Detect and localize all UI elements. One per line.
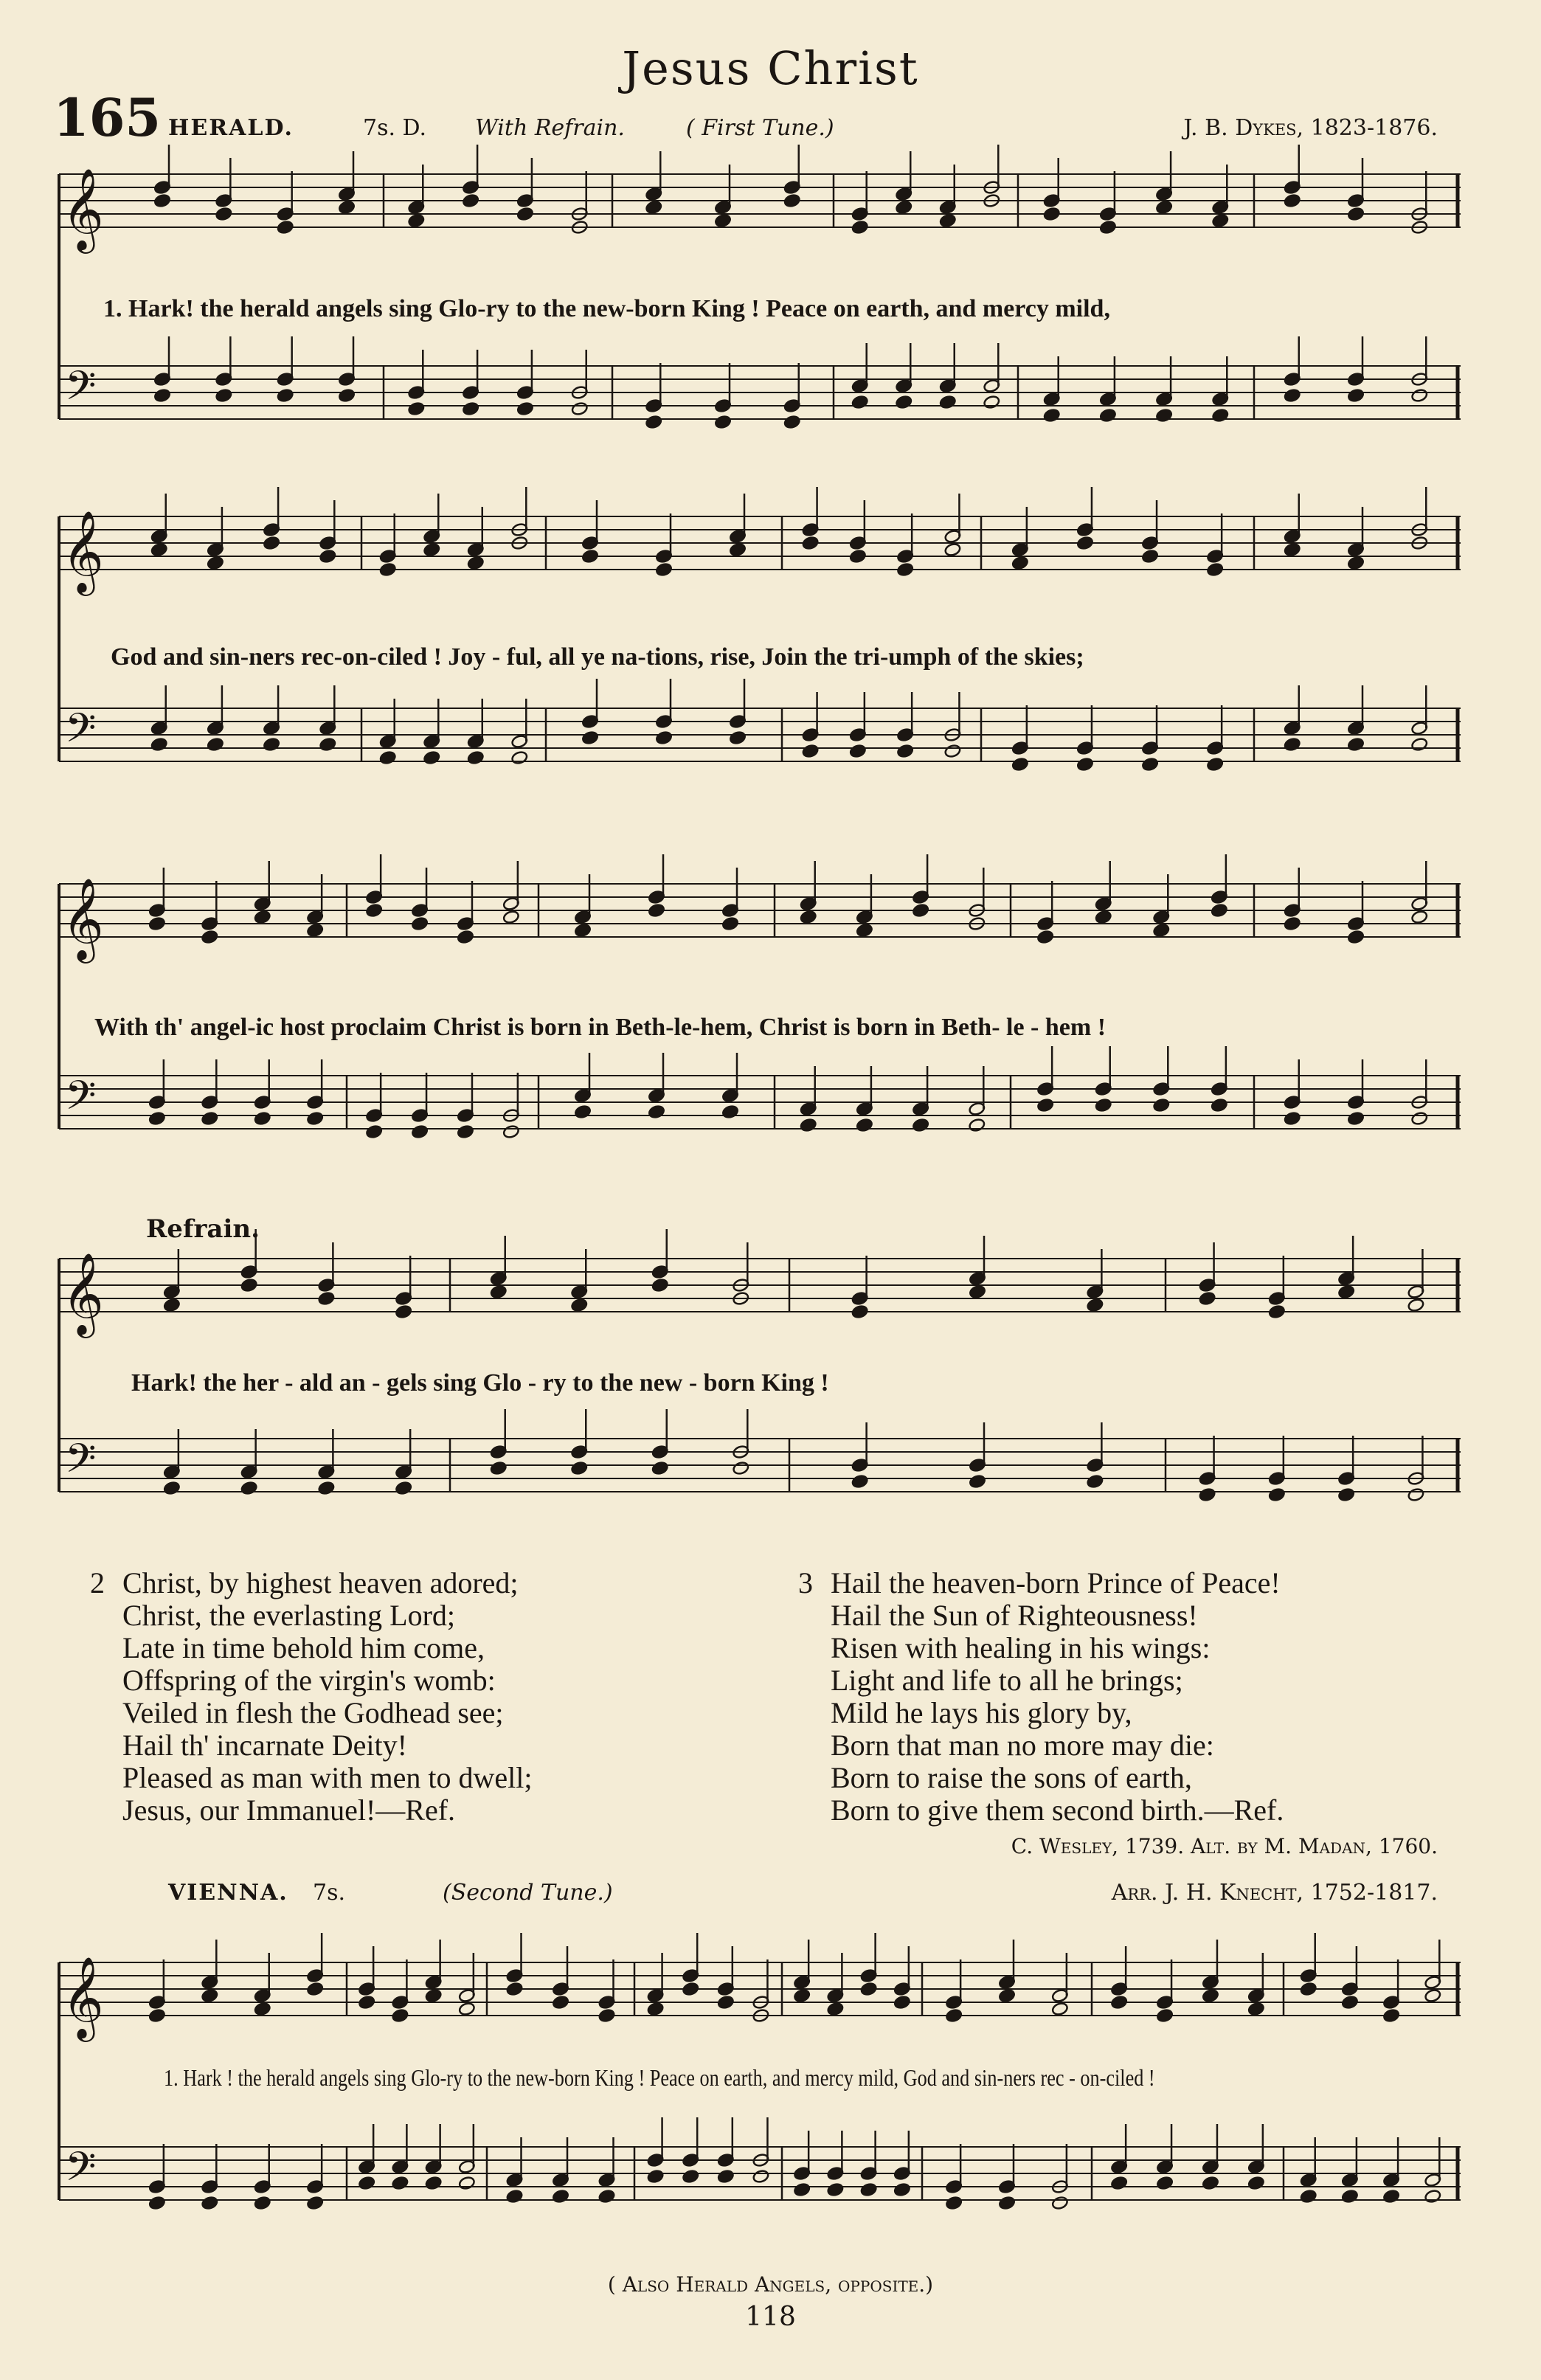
note-head [983, 395, 1000, 409]
note-head [148, 2008, 166, 2023]
note-head [1347, 207, 1365, 221]
note-head [1036, 930, 1054, 944]
note-head [1284, 542, 1301, 557]
note-head [306, 1982, 324, 1996]
note-head [240, 1278, 258, 1293]
note-head [1382, 2189, 1400, 2204]
note-head [1410, 388, 1428, 403]
note-head [1347, 556, 1365, 570]
note-head [647, 2169, 665, 2184]
verse-line: Offspring of the virgin's womb: [122, 1664, 496, 1697]
note-head [392, 2176, 409, 2190]
note-head [860, 2182, 878, 2197]
note-head [150, 542, 168, 557]
note-head [1410, 910, 1428, 924]
note-head [1284, 193, 1301, 208]
note-head [783, 193, 801, 208]
note-head [1152, 1098, 1170, 1113]
note-head [407, 401, 425, 416]
note-head [457, 1124, 474, 1139]
note-head [163, 1298, 181, 1312]
note-head [338, 200, 356, 215]
note-head [849, 744, 867, 758]
note-head [827, 2002, 845, 2016]
note-head [365, 1124, 383, 1139]
verse-line: Veiled in flesh the Godhead see; [122, 1696, 504, 1729]
verse-line: Born to give them second birth.—Ref. [831, 1793, 1284, 1827]
treble-clef: 𝄞 [62, 510, 104, 592]
verse-number: 2 [90, 1566, 105, 1599]
treble-clef: 𝄞 [62, 1956, 104, 2038]
note-head [1051, 2196, 1069, 2210]
note-head [358, 1995, 375, 2010]
note-head [306, 2196, 324, 2210]
note-head [490, 1461, 508, 1476]
note-head [423, 750, 440, 765]
note-head [1347, 1111, 1365, 1126]
note-head [1247, 2002, 1265, 2016]
note-head [1141, 549, 1159, 564]
note-head [783, 415, 801, 429]
note-head [148, 916, 166, 931]
note-head [425, 1988, 443, 2003]
note-head [1382, 2008, 1400, 2023]
first-tune-label: ( First Tune.) [686, 115, 834, 141]
note-head [462, 193, 479, 208]
note-head [998, 2196, 1016, 2210]
verse-3 [798, 1566, 1284, 1827]
note-head [895, 395, 913, 409]
note-head [721, 1104, 739, 1119]
note-head [407, 213, 425, 228]
note-head [1424, 2189, 1441, 2204]
note-head [827, 2182, 845, 2197]
note-head [153, 193, 171, 208]
note-head [425, 2176, 443, 2190]
note-head [717, 2169, 735, 2184]
meter: 7s. D. [363, 115, 427, 141]
verse-line: Hail the Sun of Righteousness! [831, 1599, 1198, 1632]
note-head [1155, 200, 1173, 215]
note-head [969, 1474, 986, 1489]
note-head [598, 2189, 616, 2204]
note-head [1011, 757, 1029, 772]
note-head [201, 1111, 218, 1126]
note-head [968, 1118, 986, 1132]
note-head [1247, 2176, 1265, 2190]
note-head [1284, 916, 1301, 931]
note-head [793, 1988, 811, 2003]
note-head [254, 2002, 271, 2016]
arranger: Arr. J. H. Knecht, 1752-1817. [1111, 1880, 1438, 1906]
note-head [423, 542, 440, 557]
lyrics-line-4: Hark! the her - ald an - gels sing Glo - ry to the new - born King ! [131, 1369, 829, 1397]
note-head [1155, 408, 1173, 423]
note-head [552, 1995, 569, 2010]
note-head [254, 910, 271, 924]
note-head [581, 730, 599, 745]
note-head [516, 207, 534, 221]
page-number: 118 [745, 2302, 796, 2332]
note-head [1036, 1098, 1054, 1113]
bass-clef: 𝄢 [65, 705, 97, 761]
note-head [1051, 2002, 1069, 2016]
note-head [318, 1291, 336, 1306]
note-head [939, 213, 957, 228]
second-tune-label: (Second Tune.) [443, 1880, 613, 1906]
note-head [1095, 910, 1112, 924]
note-head [1211, 903, 1228, 918]
note-head [1087, 1298, 1104, 1312]
note-head [201, 2196, 218, 2210]
note-head [490, 1284, 508, 1299]
note-head [215, 388, 233, 403]
note-head [338, 388, 356, 403]
note-head [358, 2176, 375, 2190]
note-head [598, 2008, 616, 2023]
note-head [1284, 737, 1301, 752]
note-head [319, 737, 336, 752]
note-head [392, 2008, 409, 2023]
note-head [150, 737, 168, 752]
verse-line: Christ, the everlasting Lord; [122, 1599, 456, 1632]
note-head [717, 1995, 735, 2010]
note-head [365, 903, 383, 918]
refrain-note: With Refrain. [475, 115, 625, 141]
verse-line: Christ, by highest heaven adored; [122, 1566, 519, 1599]
note-head [571, 401, 589, 416]
note-head [254, 2196, 271, 2210]
note-head [721, 916, 739, 931]
note-head [467, 556, 485, 570]
note-head [802, 744, 820, 758]
note-head [1076, 536, 1094, 550]
verse-line: Hail th' incarnate Deity! [122, 1729, 407, 1762]
note-head [1341, 2189, 1359, 2204]
note-head [319, 549, 336, 564]
bass-clef: 𝄢 [65, 1072, 97, 1129]
note-head [379, 562, 397, 577]
note-head [998, 1988, 1016, 2003]
note-head [263, 536, 280, 550]
note-head [1011, 556, 1029, 570]
note-head [1202, 1988, 1219, 2003]
note-head [458, 2002, 476, 2016]
note-head [201, 930, 218, 944]
note-head [306, 923, 324, 938]
note-head [240, 1481, 258, 1495]
note-head [502, 1124, 520, 1139]
tune-name: HERALD. [168, 115, 294, 141]
note-head [207, 556, 224, 570]
note-head [1211, 1098, 1228, 1113]
note-head [148, 2196, 166, 2210]
note-head [510, 750, 528, 765]
section-title: Jesus Christ [622, 41, 919, 95]
note-head [1043, 408, 1061, 423]
note-head [893, 1995, 911, 2010]
note-head [1300, 1982, 1317, 1996]
note-head [729, 730, 747, 745]
lyrics-line-3: With th' angel-ic host proclaim Christ is born in Beth-le-hem, Christ is born in Beth- le - hem ! [94, 1014, 1107, 1041]
hymn-number: 165 [53, 87, 162, 148]
note-head [395, 1304, 412, 1319]
note-head [306, 1111, 324, 1126]
note-head [939, 395, 957, 409]
note-head [893, 2182, 911, 2197]
note-head [1087, 1474, 1104, 1489]
note-head [1110, 1995, 1128, 2010]
note-head [1410, 1111, 1428, 1126]
second-tune-name: VIENNA. [168, 1880, 288, 1906]
note-head [851, 220, 869, 235]
note-head [1347, 737, 1365, 752]
verse-line: Late in time behold him come, [122, 1631, 485, 1664]
note-head [944, 744, 962, 758]
note-head [263, 737, 280, 752]
note-head [148, 1111, 166, 1126]
verse-line: Risen with healing in his wings: [831, 1631, 1211, 1664]
note-head [714, 415, 732, 429]
note-head [682, 2169, 699, 2184]
note-head [1206, 757, 1224, 772]
note-head [411, 916, 429, 931]
note-head [215, 207, 233, 221]
note-head [552, 2189, 569, 2204]
note-head [651, 1461, 669, 1476]
note-head [467, 750, 485, 765]
note-head [1156, 2176, 1174, 2190]
note-head [849, 549, 867, 564]
note-head [856, 1118, 873, 1132]
bass-clef: 𝄢 [65, 1435, 97, 1492]
lyrics-line-2: God and sin-ners rec-on-ciled ! Joy - ful, all ye na-tions, rise, Join the tri-umph of the skies; [111, 643, 1084, 671]
bass-clef: 𝄢 [65, 362, 97, 419]
verse-line: Jesus, our Immanuel!—Ref. [122, 1793, 456, 1827]
second-tune-lyrics: 1. Hark ! the herald angels sing Glo-ry to the new-born King ! Peace on earth, and mercy mild, God and sin-ners rec - on-ciled ! [164, 2064, 1155, 2091]
note-head [379, 750, 397, 765]
note-head [1410, 737, 1428, 752]
note-head [581, 549, 599, 564]
note-head [277, 388, 294, 403]
note-head [1337, 1284, 1355, 1299]
note-head [570, 1298, 588, 1312]
note-head [1202, 2176, 1219, 2190]
note-head [506, 2189, 524, 2204]
note-head [912, 1118, 929, 1132]
note-head [793, 2182, 811, 2197]
note-head [395, 1481, 412, 1495]
second-tune-meter: 7s. [313, 1880, 346, 1906]
note-head [896, 744, 914, 758]
note-head [969, 1284, 986, 1299]
note-head [457, 930, 474, 944]
note-head [462, 401, 479, 416]
note-head [945, 2008, 963, 2023]
note-head [1043, 207, 1061, 221]
note-head [1284, 388, 1301, 403]
note-head [1424, 1988, 1441, 2003]
note-head [682, 1982, 699, 1996]
note-head [895, 200, 913, 215]
note-head [1211, 213, 1229, 228]
verse-2 [90, 1566, 533, 1827]
note-head [651, 1278, 669, 1293]
note-head [458, 2176, 476, 2190]
note-head [944, 542, 962, 557]
note-head [851, 1474, 869, 1489]
note-head [714, 213, 732, 228]
note-head [1407, 1298, 1425, 1312]
note-head [163, 1481, 181, 1495]
note-head [1099, 408, 1117, 423]
note-head [201, 1988, 218, 2003]
note-head [648, 903, 665, 918]
composer: J. B. Dykes, 1823-1876. [1183, 115, 1438, 141]
treble-clef: 𝄞 [62, 1252, 104, 1335]
note-head [752, 2169, 770, 2184]
note-head [318, 1481, 336, 1495]
note-head [1268, 1487, 1286, 1502]
note-head [1199, 1291, 1216, 1306]
note-head [1211, 408, 1229, 423]
refrain-label: Refrain. [146, 1214, 260, 1244]
note-head [648, 1104, 665, 1119]
note-head [1152, 923, 1170, 938]
note-head [851, 395, 869, 409]
note-head [411, 1124, 429, 1139]
note-head [1110, 2176, 1128, 2190]
note-head [1300, 2189, 1317, 2204]
note-head [277, 220, 294, 235]
note-head [1099, 220, 1117, 235]
verse-line: Born that man no more may die: [831, 1729, 1214, 1762]
note-head [1206, 562, 1224, 577]
note-head [153, 388, 171, 403]
note-head [570, 1461, 588, 1476]
note-head [574, 1104, 592, 1119]
note-head [732, 1461, 749, 1476]
note-head [254, 1111, 271, 1126]
note-head [645, 200, 662, 215]
verse-line: Pleased as man with men to dwell; [122, 1761, 533, 1794]
note-head [860, 1982, 878, 1996]
note-head [647, 2002, 665, 2016]
note-head [574, 923, 592, 938]
note-head [912, 903, 929, 918]
treble-clef: 𝄞 [62, 167, 104, 250]
note-head [1156, 2008, 1174, 2023]
note-head [800, 1118, 817, 1132]
note-head [1347, 388, 1365, 403]
note-head [655, 562, 673, 577]
note-head [1199, 1487, 1216, 1502]
note-head [516, 401, 534, 416]
note-head [1407, 1487, 1425, 1502]
also-note: ( Also Herald Angels, opposite.) [607, 2272, 934, 2297]
note-head [802, 536, 820, 550]
note-head [729, 542, 747, 557]
note-head [945, 2196, 963, 2210]
verse-line: Hail the heaven-born Prince of Peace! [831, 1566, 1281, 1599]
verse-number: 3 [798, 1566, 813, 1599]
note-head [506, 1982, 524, 1996]
note-head [800, 910, 817, 924]
bass-clef: 𝄢 [65, 2143, 97, 2200]
treble-clef: 𝄞 [62, 877, 104, 960]
note-head [856, 923, 873, 938]
note-head [1141, 757, 1159, 772]
text-attribution: C. Wesley, 1739. Alt. by M. Madan, 1760. [1011, 1834, 1438, 1858]
note-head [1341, 1995, 1359, 2010]
note-head [1347, 930, 1365, 944]
note-head [655, 730, 673, 745]
note-head [1095, 1098, 1112, 1113]
note-head [502, 910, 520, 924]
note-head [1268, 1304, 1286, 1319]
note-head [896, 562, 914, 577]
note-head [1076, 757, 1094, 772]
lyrics-line-1: 1. Hark! the herald angels sing Glo-ry to the new-born King ! Peace on earth, and mercy mild, [103, 295, 1110, 322]
note-head [645, 415, 662, 429]
note-head [851, 1304, 869, 1319]
note-head [1337, 1487, 1355, 1502]
note-head [207, 737, 224, 752]
verse-line: Mild he lays his glory by, [831, 1696, 1132, 1729]
verse-line: Born to raise the sons of earth, [831, 1761, 1192, 1794]
note-head [1284, 1111, 1301, 1126]
verse-line: Light and life to all he brings; [831, 1664, 1183, 1697]
